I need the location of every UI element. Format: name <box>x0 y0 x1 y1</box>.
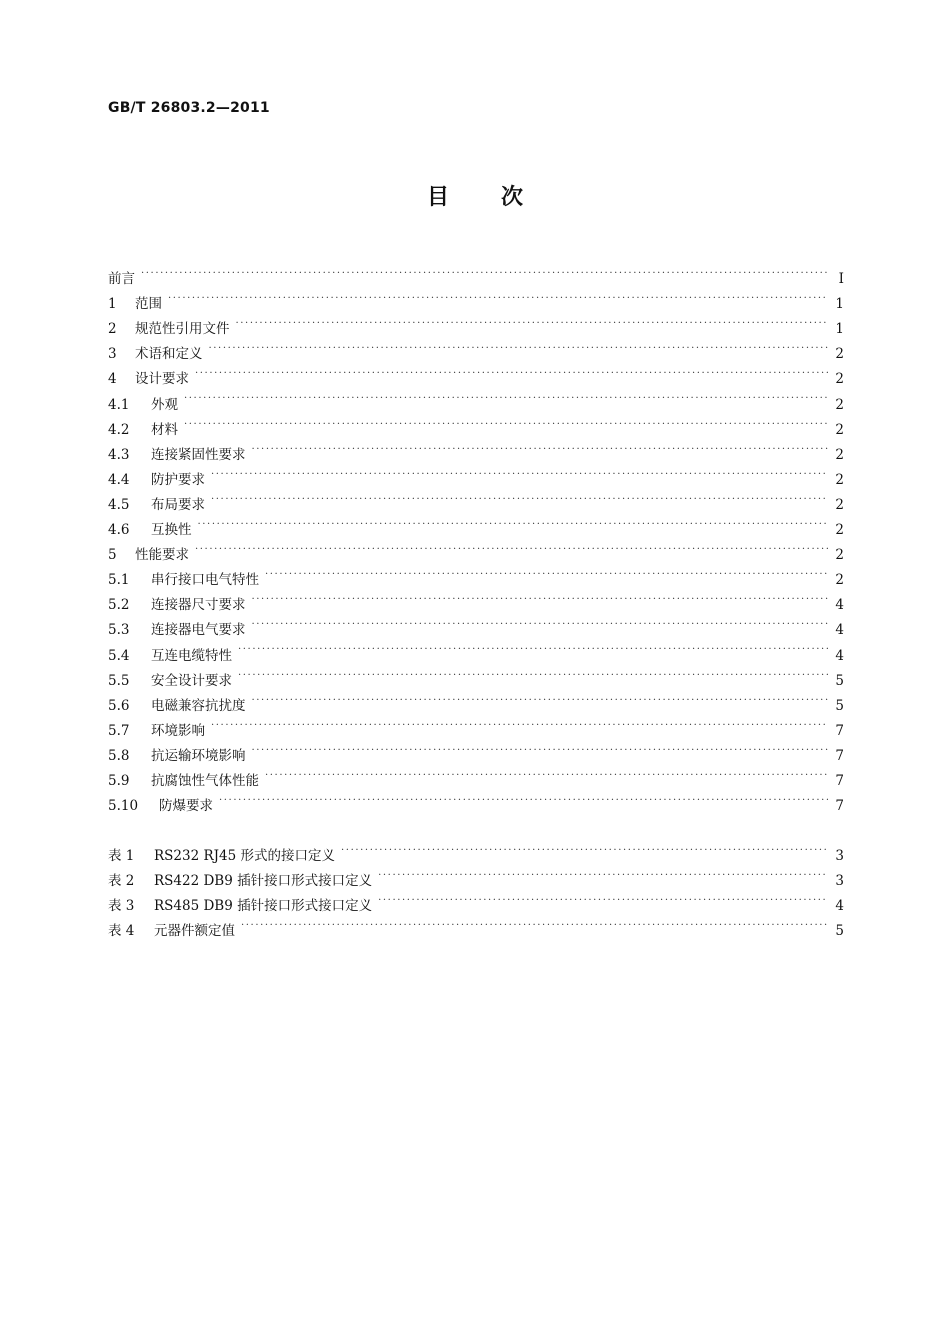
toc-entry[interactable] <box>108 358 844 388</box>
dot-leader <box>252 609 829 634</box>
toc-entry-label: 规范性引用文件 <box>135 321 230 338</box>
toc-entry-label: 前言 <box>108 271 135 288</box>
toc-entry-label: 抗运输环境影响 <box>151 747 246 764</box>
dot-leader <box>252 735 829 760</box>
toc-entry-number: 5.2 <box>108 597 130 614</box>
toc-entry-number: 5.5 <box>108 672 130 689</box>
toc-entry-label: 范围 <box>135 296 162 313</box>
toc-entry-page: 2 <box>835 547 844 564</box>
toc-entry-label: 互连电缆特性 <box>151 647 232 664</box>
toc-entry[interactable] <box>108 710 844 739</box>
toc-entry-page: 7 <box>835 772 844 789</box>
toc-entry-number: 5.6 <box>108 697 130 714</box>
toc-entry-number: 4.3 <box>108 446 130 463</box>
toc-entry-number: 5.8 <box>108 747 130 764</box>
toc-entry-number: 5.7 <box>108 722 130 739</box>
dot-leader <box>184 383 828 408</box>
toc-entry-page: 7 <box>835 722 844 739</box>
toc-entry[interactable] <box>108 434 844 463</box>
toc-entry-label: 防护要求 <box>151 471 205 488</box>
toc-entry-page: 5 <box>835 697 844 714</box>
toc-entry-number: 2 <box>108 321 117 338</box>
toc-entry-label: 防爆要求 <box>159 798 213 815</box>
toc-entry-page: 3 <box>835 873 844 890</box>
toc-entry-number: 表 4 <box>108 923 135 940</box>
dot-leader <box>265 760 828 785</box>
toc-entry-label: 串行接口电气特性 <box>151 572 259 589</box>
dot-leader <box>252 685 829 710</box>
page-title-right: 次 <box>501 185 524 210</box>
toc-entry[interactable] <box>108 735 844 764</box>
toc-entry-number: 4.5 <box>108 496 130 513</box>
toc-entry[interactable] <box>108 835 844 865</box>
toc-entry-number: 4.4 <box>108 471 130 488</box>
toc-entry-page: 2 <box>835 396 844 413</box>
dot-leader <box>219 785 828 810</box>
toc-entry[interactable] <box>108 559 844 589</box>
dot-leader <box>211 710 828 735</box>
dot-leader <box>209 333 829 358</box>
toc-entry-label: 抗腐蚀性气体性能 <box>151 772 259 789</box>
dot-leader <box>184 409 828 434</box>
page-title-left: 目 <box>426 185 449 210</box>
toc-entry-page: 1 <box>835 296 844 313</box>
dot-leader <box>378 860 828 885</box>
toc-entry-number: 5.10 <box>108 798 139 815</box>
toc-entry-page: 2 <box>835 346 844 363</box>
toc-entry-number: 表 3 <box>108 898 135 915</box>
dot-leader <box>252 434 829 459</box>
toc-entry-number: 5.1 <box>108 572 130 589</box>
toc-entry[interactable] <box>108 459 844 488</box>
dot-leader <box>341 835 828 860</box>
toc-entry-page: 3 <box>835 848 844 865</box>
toc-entry-number: 表 2 <box>108 873 135 890</box>
dot-leader <box>195 534 828 559</box>
toc-entry-page: 2 <box>835 471 844 488</box>
toc-entry-page: 4 <box>835 597 844 614</box>
toc-entry-page: 2 <box>835 371 844 388</box>
toc-entry-label: 性能要求 <box>135 547 189 564</box>
toc-entry-label: 材料 <box>151 421 178 438</box>
toc-entry-page: 2 <box>835 421 844 438</box>
toc-entry-number: 4.2 <box>108 421 130 438</box>
standard-code: GB/T 26803.2—2011 <box>108 100 270 116</box>
toc-entry-label: 连接器电气要求 <box>151 622 246 639</box>
dot-leader <box>238 660 828 685</box>
toc-entry-number: 4.6 <box>108 522 130 539</box>
dot-leader <box>211 459 828 484</box>
toc-entry-number: 4 <box>108 371 117 388</box>
toc-entry-label: 环境影响 <box>151 722 205 739</box>
toc-entry[interactable] <box>108 258 844 288</box>
dot-leader <box>198 509 829 534</box>
toc-entry-label: 元器件额定值 <box>154 923 235 940</box>
dot-leader <box>378 885 828 910</box>
toc-entry-page: Ⅰ <box>838 271 844 288</box>
toc-entry-page: 7 <box>835 798 844 815</box>
toc-entry-label: 外观 <box>151 396 178 413</box>
toc-entry[interactable] <box>108 283 844 313</box>
toc-entry[interactable] <box>108 484 844 513</box>
toc-entry-label: RS422 DB9 插针接口形式接口定义 <box>154 873 373 890</box>
dot-leader <box>211 484 828 509</box>
dot-leader <box>252 584 829 609</box>
toc-entry-page: 2 <box>835 572 844 589</box>
dot-leader <box>168 283 828 308</box>
toc-entry-number: 表 1 <box>108 848 135 865</box>
table-list <box>108 835 844 940</box>
toc-entry-page: 1 <box>835 321 844 338</box>
dot-leader <box>141 258 828 283</box>
dot-leader <box>265 559 828 584</box>
toc-entry-label: 互换性 <box>151 522 192 539</box>
toc-entry-page: 2 <box>835 522 844 539</box>
page-title <box>0 180 950 211</box>
toc-entry-label: 连接紧固性要求 <box>151 446 246 463</box>
toc-entry[interactable] <box>108 409 844 438</box>
toc-list <box>108 258 844 815</box>
toc-entry-label: 布局要求 <box>151 496 205 513</box>
toc-entry-label: 安全设计要求 <box>151 672 232 689</box>
toc-entry-number: 4.1 <box>108 396 130 413</box>
toc-entry-page: 5 <box>835 923 844 940</box>
toc-entry-label: 设计要求 <box>135 371 189 388</box>
toc-entry[interactable] <box>108 308 844 338</box>
dot-leader <box>236 308 829 333</box>
toc-entry-page: 7 <box>835 747 844 764</box>
toc-entry-page: 5 <box>835 672 844 689</box>
toc-entry-number: 3 <box>108 346 117 363</box>
toc-entry-label: 电磁兼容抗扰度 <box>151 697 246 714</box>
toc-entry-page: 4 <box>835 647 844 664</box>
toc-entry-number: 5.9 <box>108 772 130 789</box>
toc-entry-page: 4 <box>835 898 844 915</box>
toc-entry-page: 2 <box>835 496 844 513</box>
toc-entry-page: 4 <box>835 622 844 639</box>
dot-leader <box>241 910 828 935</box>
toc-entry-number: 5.3 <box>108 622 130 639</box>
toc-entry-label: RS232 RJ45 形式的接口定义 <box>154 848 336 865</box>
toc-entry[interactable] <box>108 383 844 413</box>
toc-entry[interactable] <box>108 333 844 363</box>
toc-entry[interactable] <box>108 509 844 539</box>
toc-entry-number: 5 <box>108 547 117 564</box>
toc-entry[interactable] <box>108 785 844 815</box>
toc-entry[interactable] <box>108 534 844 564</box>
toc-entry-label: RS485 DB9 插针接口形式接口定义 <box>154 898 373 915</box>
toc-entry-number: 1 <box>108 296 117 313</box>
dot-leader <box>238 634 828 659</box>
toc-entry-number: 5.4 <box>108 647 130 664</box>
toc-entry-label: 术语和定义 <box>135 346 203 363</box>
toc-entry-page: 2 <box>835 446 844 463</box>
toc-entry-label: 连接器尺寸要求 <box>151 597 246 614</box>
dot-leader <box>195 358 828 383</box>
